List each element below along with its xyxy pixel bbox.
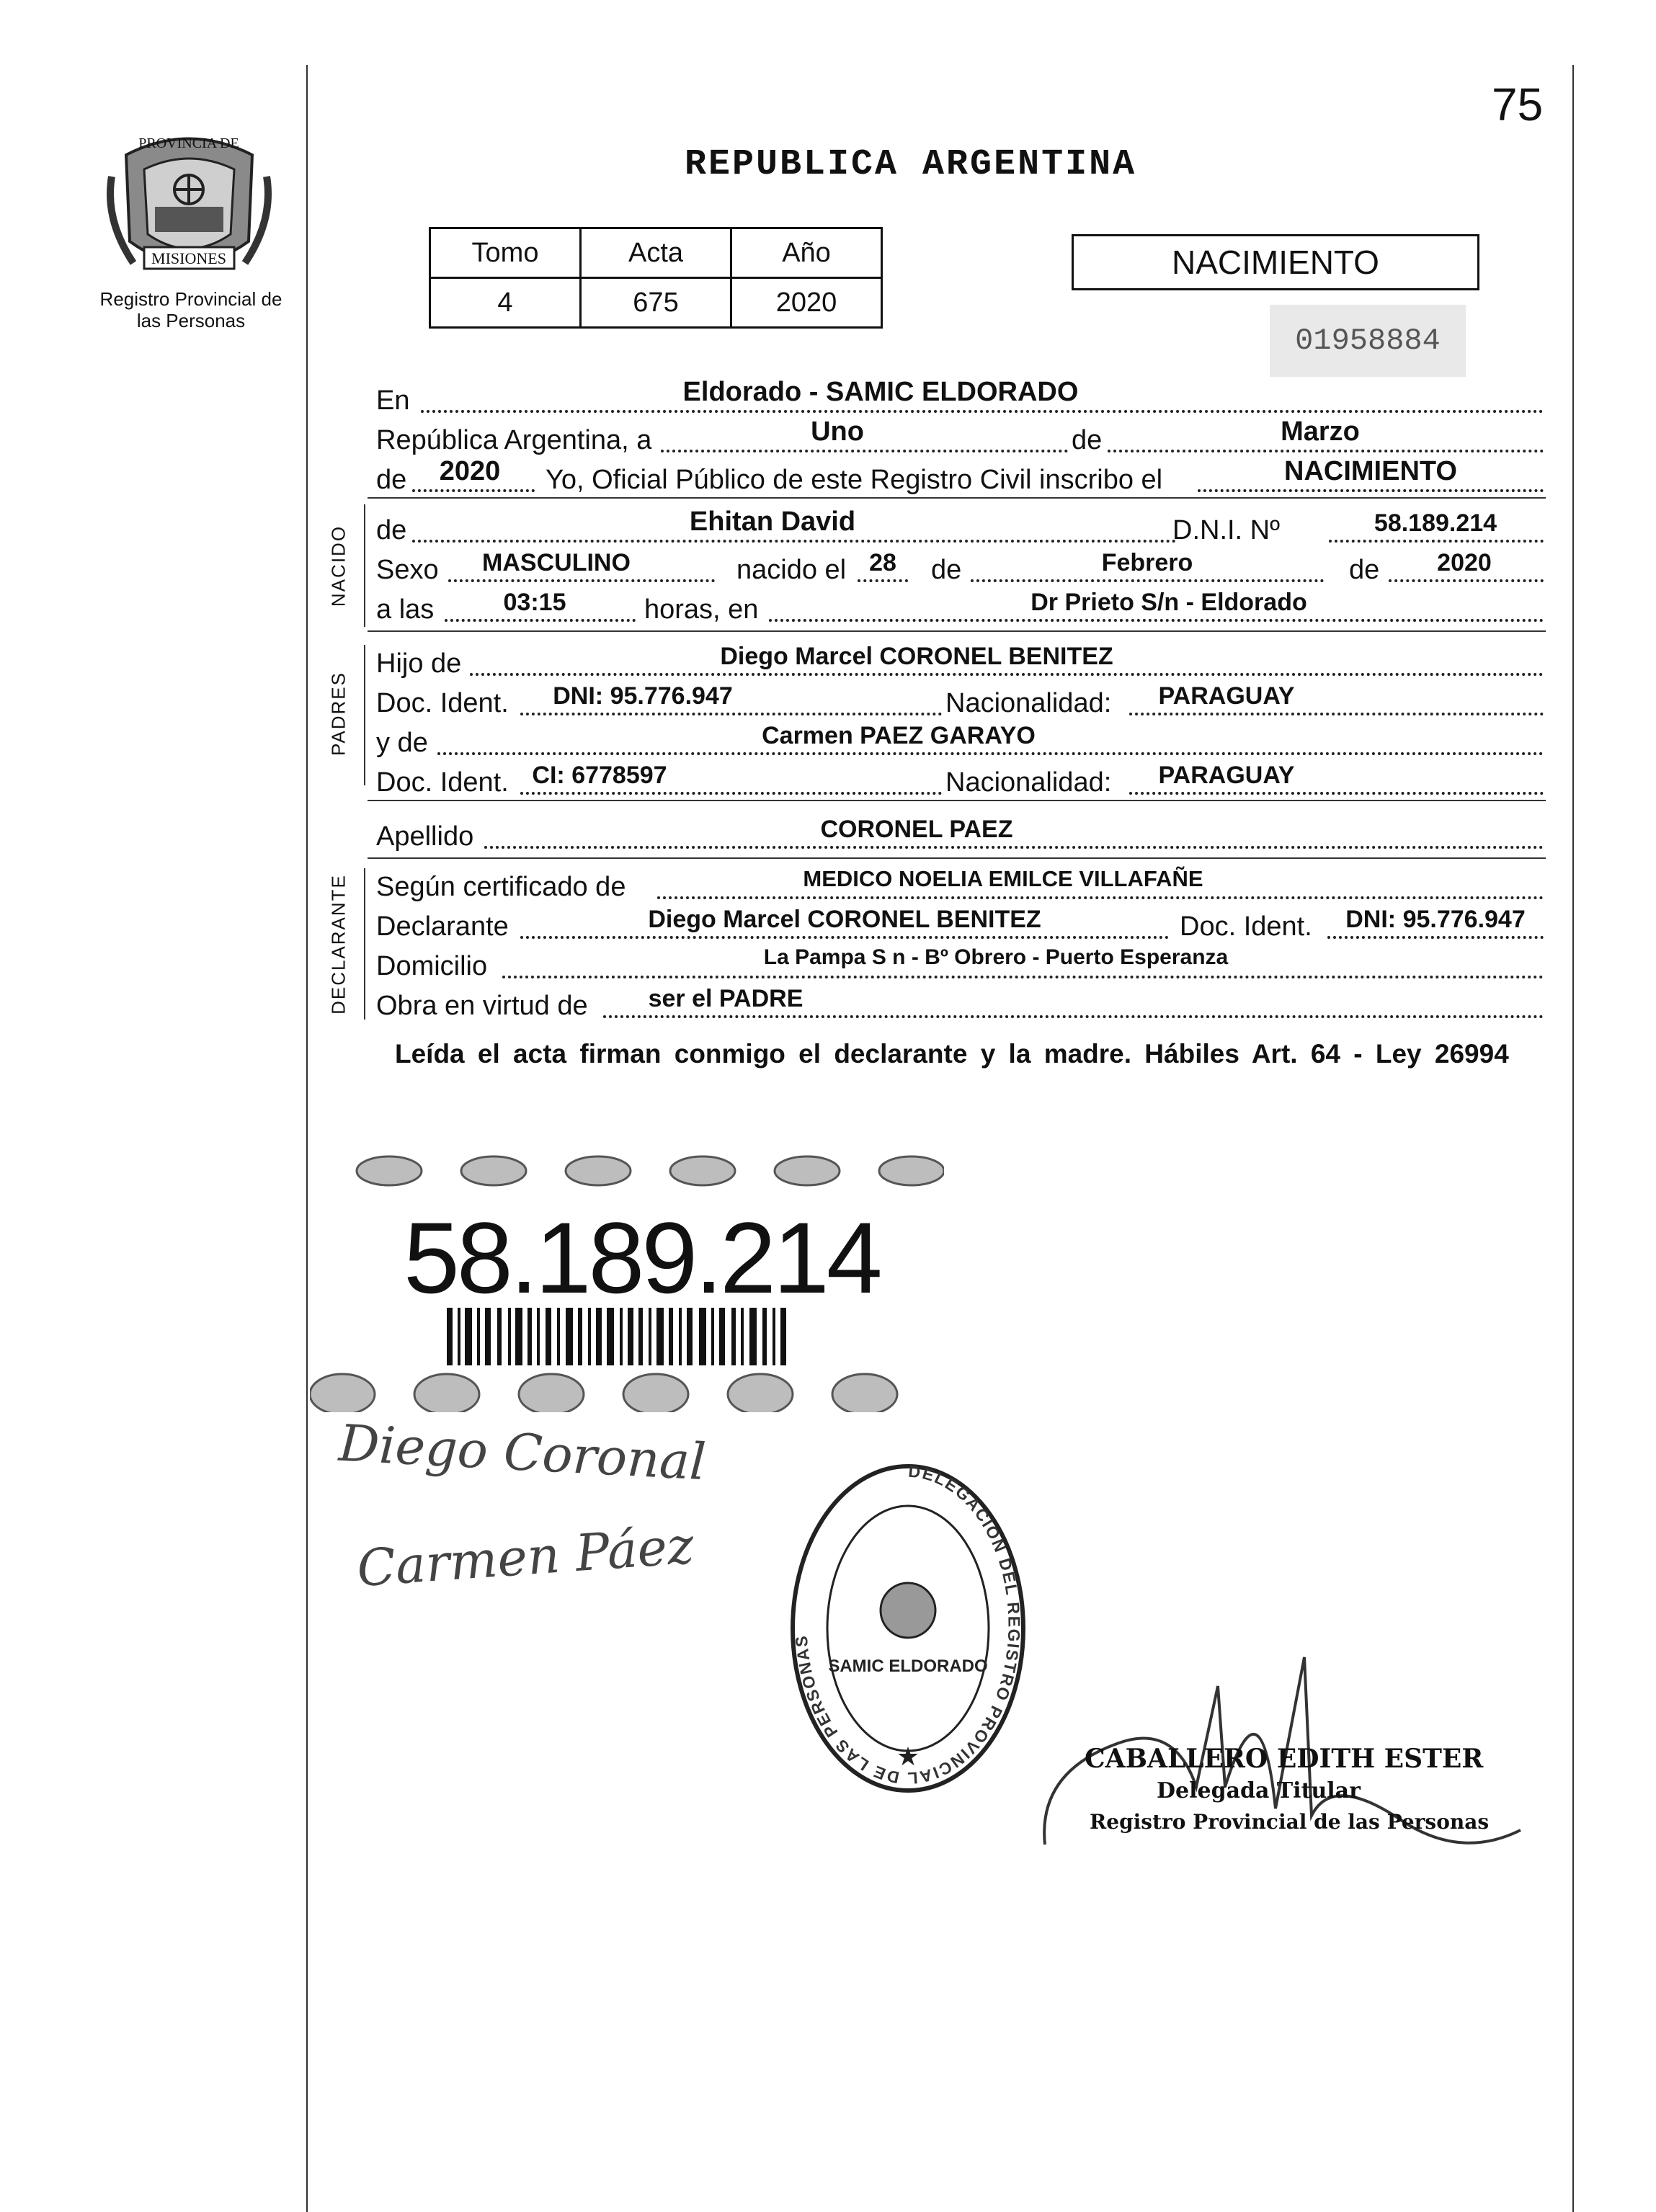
- padres-section-label: PADRES: [327, 672, 350, 756]
- nacido-label: nacido el: [736, 555, 847, 585]
- obra-label: Obra en virtud de: [376, 991, 588, 1021]
- father-nationality: PARAGUAY: [1158, 682, 1295, 710]
- row-certificado: [376, 866, 1544, 911]
- mother-name: Carmen PAEZ GARAYO: [762, 722, 1036, 749]
- dotted-line: [1198, 489, 1544, 492]
- domicilio-value: La Pampa S n - Bº Obrero - Puerto Esperanza: [763, 945, 1229, 969]
- registry-caption: Registro Provincial de las Personas: [99, 288, 282, 331]
- declarante-section-label: DECLARANTE: [327, 874, 350, 1014]
- dotted-line: [1327, 936, 1544, 939]
- row-sexo: [376, 549, 1544, 594]
- svg-text:SAMIC ELDORADO: SAMIC ELDORADO: [828, 1656, 988, 1676]
- row-declarante: [376, 906, 1544, 950]
- closing-statement: Leída el acta firman conmigo el declarante y la madre. Hábiles Art. 64 - Ley 26994: [395, 1039, 1509, 1069]
- birth-day: 28: [869, 549, 896, 576]
- official-seal: [785, 1455, 1030, 1801]
- divider: [368, 857, 1546, 859]
- doc-ident-label: Doc. Ident.: [1180, 911, 1312, 942]
- divider: [368, 630, 1546, 632]
- dotted-line: [971, 579, 1324, 582]
- day-value: Uno: [811, 416, 864, 447]
- birth-time: 03:15: [503, 589, 566, 616]
- row-obra: [376, 985, 1544, 1030]
- row-apellido: [376, 816, 1544, 860]
- divider: [368, 800, 1546, 801]
- birth-month: Febrero: [1101, 549, 1193, 576]
- inscribo-label: Yo, Oficial Público de este Registro Civil inscribo el: [546, 465, 1163, 495]
- a-las-label: a las: [376, 594, 435, 625]
- republica-label: República Argentina, a: [376, 425, 652, 455]
- acta-value: 675: [581, 278, 731, 328]
- child-name: Ehitan David: [689, 507, 856, 537]
- certificado-label: Según certificado de: [376, 872, 626, 902]
- apellido-value: CORONEL PAEZ: [820, 816, 1013, 843]
- dotted-line: [520, 792, 942, 795]
- doc-ident-label: Doc. Ident.: [376, 767, 509, 798]
- nacionalidad-label: Nacionalidad:: [945, 767, 1112, 798]
- declarante-signature: Diego Coronal: [337, 1413, 708, 1492]
- dotted-line: [657, 896, 1544, 899]
- dotted-line: [470, 673, 1544, 676]
- en-label: En: [376, 385, 410, 416]
- declarante-value: Diego Marcel CORONEL BENITEZ: [648, 906, 1041, 933]
- de-year-label: de: [376, 465, 407, 495]
- en-value: Eldorado - SAMIC ELDORADO: [682, 377, 1079, 407]
- dotted-line: [421, 410, 1544, 413]
- svg-text:DELEGACION DEL REGISTRO PROVIN: DELEGACION DEL REGISTRO PROVINCIAL DE LAS PERSONAS: [791, 1461, 1024, 1788]
- reference-table: [429, 227, 883, 329]
- month-value: Marzo: [1281, 416, 1360, 447]
- divider: [368, 497, 1546, 499]
- row-nacido-nombre: [376, 507, 1544, 554]
- father-doc: DNI: 95.776.947: [553, 682, 733, 710]
- de-label: de: [376, 515, 407, 545]
- declarante-bracket: [364, 868, 365, 1020]
- record-type-box: NACIMIENTO: [1072, 234, 1479, 290]
- dotted-line: [437, 752, 1544, 755]
- de-label: de: [931, 555, 962, 585]
- row-domicilio: [376, 945, 1544, 990]
- nacido-bracket: [364, 504, 365, 627]
- sticker-number: 58.189.214: [404, 1201, 880, 1314]
- doc-ident-label: Doc. Ident.: [376, 688, 509, 718]
- provincial-coat-of-arms-icon: [104, 126, 274, 277]
- horas-label: horas, en: [644, 594, 759, 625]
- anio-label: Año: [731, 228, 882, 278]
- document-title: REPUBLICA ARGENTINA: [685, 144, 1137, 185]
- inscribo-value: NACIMIENTO: [1284, 456, 1457, 486]
- father-name: Diego Marcel CORONEL BENITEZ: [720, 643, 1113, 670]
- page-number: 75: [1492, 79, 1544, 130]
- svg-text:MISIONES: MISIONES: [151, 249, 226, 267]
- left-margin-line: [306, 65, 308, 2212]
- nacido-section-label: NACIDO: [327, 525, 350, 607]
- dni-label: D.N.I. Nº: [1172, 515, 1280, 545]
- dotted-line: [412, 489, 535, 492]
- dotted-line: [502, 976, 1544, 978]
- domicilio-label: Domicilio: [376, 951, 488, 981]
- dotted-line: [412, 540, 1176, 543]
- dotted-line: [1129, 792, 1544, 795]
- anio-value: 2020: [731, 278, 882, 328]
- row-hora: [376, 589, 1544, 633]
- dotted-line: [1129, 713, 1544, 715]
- declarante-label: Declarante: [376, 911, 509, 942]
- de-label: de: [1349, 555, 1380, 585]
- acta-label: Acta: [581, 228, 731, 278]
- declarante-doc: DNI: 95.776.947: [1345, 906, 1526, 933]
- svg-text:PROVINCIA DE: PROVINCIA DE: [138, 135, 239, 151]
- tomo-label: Tomo: [430, 228, 581, 278]
- sexo-value: MASCULINO: [482, 549, 631, 576]
- certificado-value: MEDICO NOELIA EMILCE VILLAFAÑE: [803, 866, 1203, 891]
- svg-text:★: ★: [896, 1741, 920, 1771]
- dotted-line: [1108, 450, 1544, 452]
- birth-year: 2020: [1437, 549, 1492, 576]
- child-dni: 58.189.214: [1374, 509, 1497, 537]
- dotted-line: [520, 713, 942, 715]
- hijo-label: Hijo de: [376, 648, 462, 679]
- row-y-de: [376, 722, 1544, 767]
- dotted-line: [769, 619, 1544, 622]
- official-name: CABALLERO EDITH ESTER: [1085, 1744, 1484, 1774]
- mother-doc: CI: 6778597: [532, 762, 667, 789]
- padres-bracket: [364, 645, 365, 785]
- dotted-line: [858, 579, 908, 582]
- dotted-line: [1389, 579, 1544, 582]
- dotted-line: [1329, 540, 1544, 543]
- dotted-line: [484, 846, 1544, 849]
- de-label: de: [1072, 425, 1103, 455]
- dotted-line: [603, 1015, 1544, 1018]
- row-father-doc: [376, 682, 1544, 727]
- official-role: Delegada Titular: [1157, 1778, 1361, 1803]
- obra-value: ser el PADRE: [648, 985, 803, 1012]
- dotted-line: [520, 936, 1169, 939]
- year-value: 2020: [439, 456, 501, 486]
- sexo-label: Sexo: [376, 555, 439, 585]
- right-margin-line: [1572, 65, 1574, 2212]
- official-org: Registro Provincial de las Personas: [1090, 1810, 1490, 1834]
- mother-nationality: PARAGUAY: [1158, 762, 1295, 789]
- serial-number: 01958884: [1270, 305, 1466, 377]
- tomo-value: 4: [430, 278, 581, 328]
- dotted-line: [661, 450, 1068, 452]
- dotted-line: [448, 579, 715, 582]
- y-de-label: y de: [376, 728, 428, 758]
- row-hijo: [376, 643, 1544, 687]
- birth-place: Dr Prieto S/n - Eldorado: [1030, 589, 1307, 616]
- nacionalidad-label: Nacionalidad:: [945, 688, 1112, 718]
- dotted-line: [445, 619, 636, 622]
- mother-signature: Carmen Páez: [355, 1515, 696, 1599]
- apellido-label: Apellido: [376, 821, 474, 852]
